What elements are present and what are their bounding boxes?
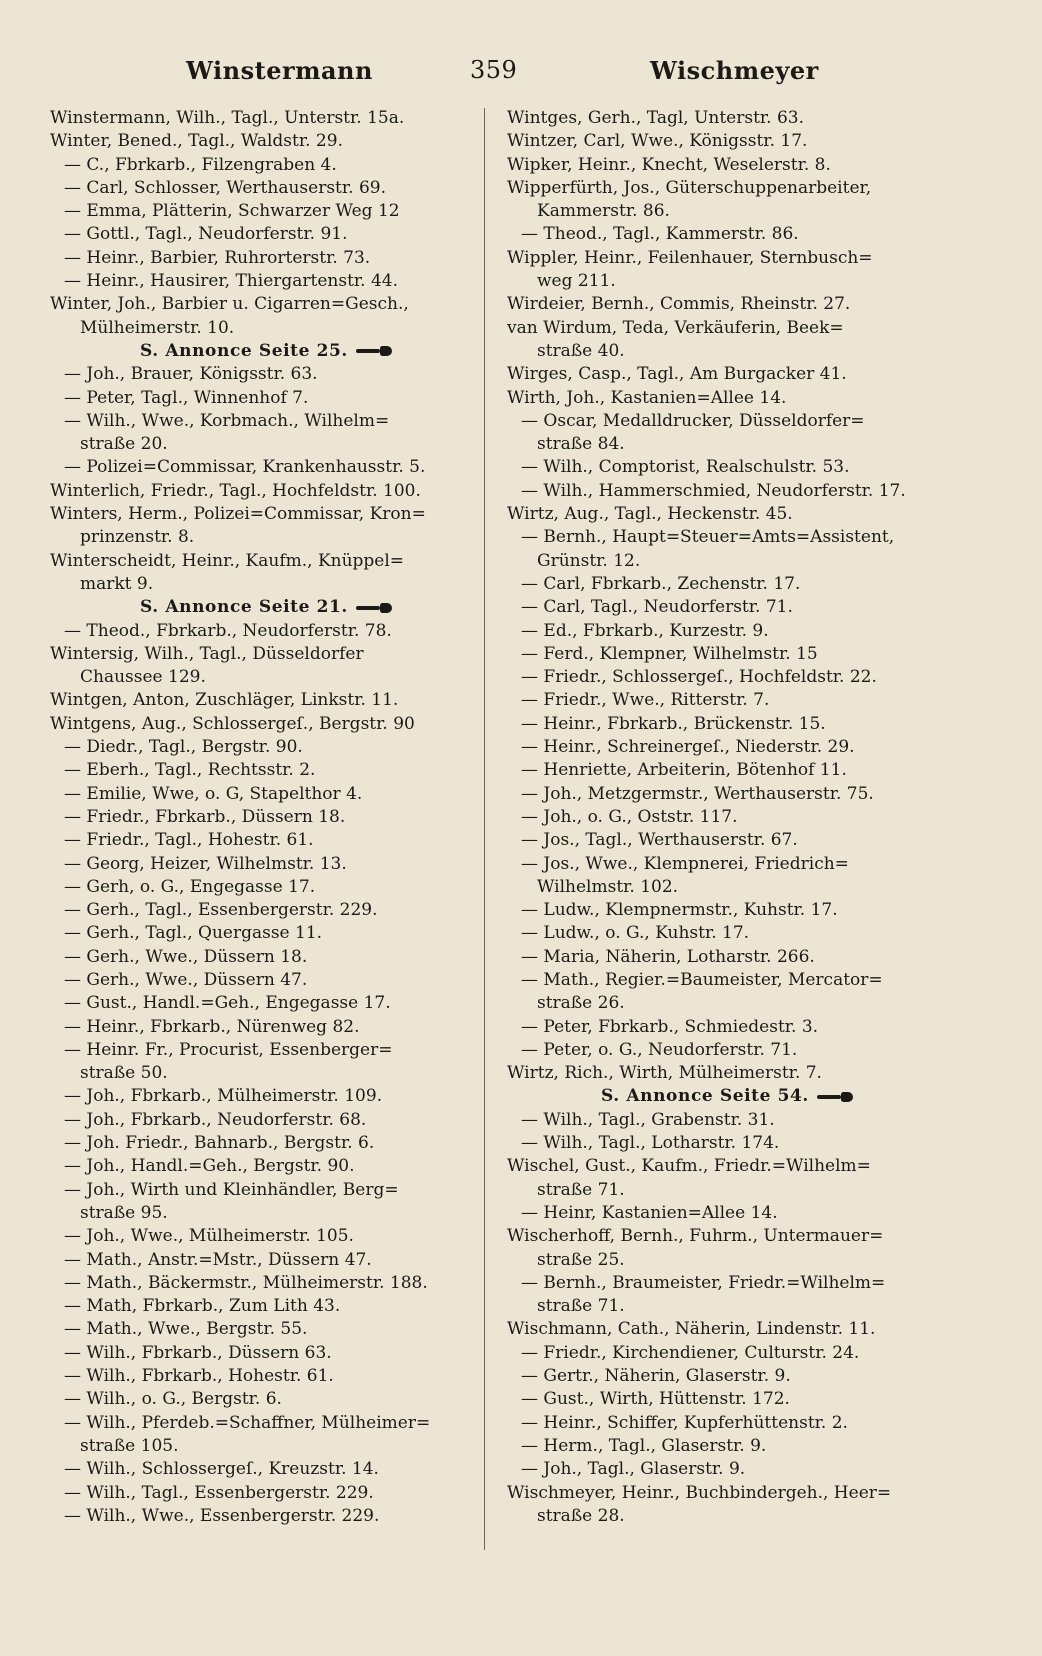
- entry-text: straße 71.: [537, 1179, 625, 1200]
- pointing-hand-icon: [356, 603, 392, 613]
- entry-text: — Gust., Handl.=Geh., Engegasse 17.: [64, 993, 391, 1014]
- entry-continuation: [50, 526, 482, 549]
- directory-entry: [50, 922, 482, 945]
- directory-entry: [507, 1225, 947, 1248]
- entry-text: Mülheimerstr. 10.: [80, 317, 235, 338]
- entry-text: — Gertr., Näherin, Glaserstr. 9.: [521, 1366, 791, 1387]
- entry-continuation: [50, 1435, 482, 1458]
- entry-text: — Wilh., Wwe., Korbmach., Wilhelm=: [64, 410, 390, 431]
- entry-continuation: [507, 992, 947, 1015]
- directory-entry: [50, 1388, 482, 1411]
- directory-entry: [507, 689, 947, 712]
- entry-text: — Joh., Wirth und Kleinhändler, Berg=: [64, 1179, 399, 1200]
- entry-text: — Wilh., Tagl., Essenbergerstr. 229.: [64, 1482, 374, 1503]
- directory-entry: [50, 1085, 482, 1108]
- directory-entry: [50, 736, 482, 759]
- entry-text: — Wilh., Tagl., Lotharstr. 174.: [521, 1133, 780, 1154]
- entry-text: — Friedr., Tagl., Hohestr. 61.: [64, 830, 314, 851]
- entry-text: — Theod., Fbrkarb., Neudorferstr. 78.: [64, 620, 392, 641]
- entry-text: — Wilh., Wwe., Essenbergerstr. 229.: [64, 1505, 380, 1526]
- directory-entry: [50, 689, 482, 712]
- directory-entry: [507, 853, 947, 876]
- directory-entry: [507, 922, 947, 945]
- directory-entry: [50, 387, 482, 410]
- directory-entry: [507, 1388, 947, 1411]
- entry-text: — Friedr., Wwe., Ritterstr. 7.: [521, 690, 770, 711]
- directory-entry: [50, 503, 482, 526]
- page-header: [0, 50, 1042, 94]
- page-number: 359: [470, 56, 518, 84]
- entry-text: straße 95.: [80, 1202, 168, 1223]
- entry-text: Winters, Herm., Polizei=Commissar, Kron=: [50, 504, 426, 525]
- entry-text: Wischmann, Cath., Näherin, Lindenstr. 11.: [507, 1319, 876, 1340]
- directory-entry: [50, 177, 482, 200]
- entry-text: — Gerh., Tagl., Quergasse 11.: [64, 923, 323, 944]
- entry-text: — Heinr., Schreinergeſ., Niederstr. 29.: [521, 737, 855, 758]
- pointing-hand-icon: [356, 346, 392, 356]
- directory-entry: [507, 1458, 947, 1481]
- right-entry-list: [507, 107, 947, 1528]
- annonce-note: [50, 340, 482, 363]
- entry-text: straße 26.: [537, 993, 625, 1014]
- directory-entry: [50, 853, 482, 876]
- entry-continuation: [507, 1249, 947, 1272]
- entry-text: — Ludw., o. G., Kuhstr. 17.: [521, 923, 750, 944]
- entry-text: — Emma, Plätterin, Schwarzer Weg 12: [64, 201, 400, 222]
- directory-entry: [50, 550, 482, 573]
- entry-text: — Math., Anstr.=Mstr., Düssern 47.: [64, 1249, 372, 1270]
- entry-text: — Heinr, Kastanien=Allee 14.: [521, 1202, 778, 1223]
- entry-text: Wischmeyer, Heinr., Buchbindergeh., Heer=: [507, 1482, 892, 1503]
- entry-text: — Ludw., Klempnermstr., Kuhstr. 17.: [521, 900, 838, 921]
- entry-text: — Jos., Tagl., Werthauserstr. 67.: [521, 830, 798, 851]
- entry-text: — Polizei=Commissar, Krankenhausstr. 5.: [64, 457, 426, 478]
- directory-entry: [50, 480, 482, 503]
- directory-entry: [50, 620, 482, 643]
- entry-text: — Wilh., Fbrkarb., Düssern 63.: [64, 1342, 332, 1363]
- entry-text: Wirtz, Rich., Wirth, Mülheimerstr. 7.: [507, 1063, 822, 1084]
- entry-text: — Theod., Tagl., Kammerstr. 86.: [521, 224, 799, 245]
- directory-entry: [507, 1482, 947, 1505]
- entry-continuation: [50, 573, 482, 596]
- directory-entry: [507, 946, 947, 969]
- directory-entry: [507, 177, 947, 200]
- entry-text: Wipker, Heinr., Knecht, Weselerstr. 8.: [507, 154, 831, 175]
- entry-continuation: [507, 550, 947, 573]
- directory-entry: [507, 1412, 947, 1435]
- directory-entry: [50, 992, 482, 1015]
- entry-text: Chaussee 129.: [80, 667, 206, 688]
- entry-text: straße 25.: [537, 1249, 625, 1270]
- entry-text: — Joh. Friedr., Bahnarb., Bergstr. 6.: [64, 1133, 375, 1154]
- directory-entry: [507, 223, 947, 246]
- directory-entry: [50, 154, 482, 177]
- entry-text: — Joh., Brauer, Königsstr. 63.: [64, 364, 318, 385]
- entry-text: — Heinr., Fbrkarb., Brückenstr. 15.: [521, 713, 826, 734]
- entry-text: — Wilh., Comptorist, Realschulstr. 53.: [521, 457, 850, 478]
- entry-text: Wintzer, Carl, Wwe., Königsstr. 17.: [507, 131, 808, 152]
- entry-text: — Ed., Fbrkarb., Kurzestr. 9.: [521, 620, 769, 641]
- entry-text: Winterlich, Friedr., Tagl., Hochfeldstr. 100.: [50, 480, 421, 501]
- entry-text: Wippler, Heinr., Feilenhauer, Sternbusch=: [507, 247, 873, 268]
- annonce-note: [50, 596, 482, 619]
- directory-entry: [507, 1155, 947, 1178]
- directory-entry: [50, 456, 482, 479]
- directory-entry: [507, 899, 947, 922]
- entry-continuation: [50, 1202, 482, 1225]
- directory-entry: [507, 783, 947, 806]
- entry-continuation: [507, 200, 947, 223]
- entry-text: prinzenstr. 8.: [80, 527, 195, 548]
- directory-entry: [507, 130, 947, 153]
- pointing-hand-icon: [817, 1092, 853, 1102]
- directory-entry: [507, 596, 947, 619]
- directory-entry: [50, 1225, 482, 1248]
- entry-text: Wischerhoff, Bernh., Fuhrm., Untermauer=: [507, 1226, 884, 1247]
- entry-text: Wintgens, Aug., Schlossergeſ., Bergstr. 90: [50, 713, 415, 734]
- directory-entry: [507, 829, 947, 852]
- header-right-word: Wischmeyer: [650, 56, 819, 85]
- entry-text: Kammerstr. 86.: [537, 201, 670, 222]
- entry-text: — Friedr., Fbrkarb., Düssern 18.: [64, 806, 346, 827]
- directory-entry: [50, 270, 482, 293]
- entry-text: — Joh., Handl.=Geh., Bergstr. 90.: [64, 1156, 355, 1177]
- entry-text: — Ferd., Klempner, Wilhelmstr. 15: [521, 643, 818, 664]
- directory-entry: [50, 1039, 482, 1062]
- entry-continuation: [50, 317, 482, 340]
- entry-text: — C., Fbrkarb., Filzengraben 4.: [64, 154, 337, 175]
- entry-text: — Math., Wwe., Bergstr. 55.: [64, 1319, 308, 1340]
- entry-text: Winter, Joh., Barbier u. Cigarren=Gesch.,: [50, 294, 409, 315]
- directory-entry: [507, 317, 947, 340]
- entry-text: — Heinr., Schiffer, Kupferhüttenstr. 2.: [521, 1412, 848, 1433]
- entry-text: — Friedr., Kirchendiener, Culturstr. 24.: [521, 1342, 860, 1363]
- directory-entry: [50, 1155, 482, 1178]
- entry-text: — Joh., Wwe., Mülheimerstr. 105.: [64, 1226, 354, 1247]
- entry-text: straße 84.: [537, 434, 625, 455]
- directory-entry: [50, 363, 482, 386]
- entry-text: Winter, Bened., Tagl., Waldstr. 29.: [50, 131, 343, 152]
- directory-entry: [50, 1249, 482, 1272]
- right-column: [507, 107, 947, 1528]
- directory-entry: [507, 806, 947, 829]
- entry-text: — Oscar, Medalldrucker, Düsseldorfer=: [521, 410, 865, 431]
- column-divider: [484, 108, 485, 1550]
- entry-text: Wilhelmstr. 102.: [537, 876, 679, 897]
- directory-entry: [507, 1272, 947, 1295]
- entry-text: — Math., Regier.=Baumeister, Mercator=: [521, 969, 883, 990]
- entry-text: Grünstr. 12.: [537, 550, 641, 571]
- entry-text: markt 9.: [80, 573, 154, 594]
- directory-entry: [507, 713, 947, 736]
- directory-entry: [50, 1016, 482, 1039]
- entry-text: — Friedr., Schlossergeſ., Hochfeldstr. 22.: [521, 667, 877, 688]
- directory-entry: [50, 643, 482, 666]
- directory-entry: [507, 107, 947, 130]
- directory-entry: [507, 1342, 947, 1365]
- entry-text: — Diedr., Tagl., Bergstr. 90.: [64, 737, 303, 758]
- entry-text: Wirdeier, Bernh., Commis, Rheinstr. 27.: [507, 294, 851, 315]
- entry-text: — Peter, Tagl., Winnenhof 7.: [64, 387, 309, 408]
- directory-entry: [507, 643, 947, 666]
- entry-text: Winstermann, Wilh., Tagl., Unterstr. 15a.: [50, 108, 405, 128]
- directory-entry: [507, 1039, 947, 1062]
- entry-text: S. Annonce Seite 21.: [140, 597, 348, 618]
- entry-text: — Henriette, Arbeiterin, Bötenhof 11.: [521, 760, 847, 781]
- directory-entry: [50, 969, 482, 992]
- entry-text: Wipperfürth, Jos., Güterschuppenarbeiter,: [507, 177, 872, 198]
- entry-text: Winterscheidt, Heinr., Kaufm., Knüppel=: [50, 550, 405, 571]
- entry-text: — Gerh., Tagl., Essenbergerstr. 229.: [64, 900, 378, 921]
- directory-entry: [50, 1272, 482, 1295]
- directory-entry: [50, 1458, 482, 1481]
- entry-continuation: [507, 433, 947, 456]
- entry-text: Wirtz, Aug., Tagl., Heckenstr. 45.: [507, 504, 793, 525]
- entry-text: — Joh., Fbrkarb., Mülheimerstr. 109.: [64, 1086, 383, 1107]
- entry-continuation: [507, 1295, 947, 1318]
- entry-text: — Carl, Fbrkarb., Zechenstr. 17.: [521, 573, 801, 594]
- entry-continuation: [507, 270, 947, 293]
- entry-text: — Joh., Tagl., Glaserstr. 9.: [521, 1459, 746, 1480]
- entry-continuation: [50, 666, 482, 689]
- entry-text: — Peter, o. G., Neudorferstr. 71.: [521, 1039, 798, 1060]
- directory-entry: [50, 1412, 482, 1435]
- directory-entry: [507, 620, 947, 643]
- directory-entry: [50, 200, 482, 223]
- entry-continuation: [50, 433, 482, 456]
- directory-entry: [50, 946, 482, 969]
- entry-text: — Joh., o. G., Oststr. 117.: [521, 806, 738, 827]
- entry-text: Wintges, Gerh., Tagl, Unterstr. 63.: [507, 108, 805, 128]
- entry-text: — Eberh., Tagl., Rechtsstr. 2.: [64, 760, 316, 781]
- directory-entry: [507, 573, 947, 596]
- directory-entry: [50, 1295, 482, 1318]
- entry-text: S. Annonce Seite 54.: [601, 1086, 809, 1107]
- entry-text: — Herm., Tagl., Glaserstr. 9.: [521, 1435, 767, 1456]
- entry-text: — Jos., Wwe., Klempnerei, Friedrich=: [521, 853, 849, 874]
- entry-text: — Carl, Tagl., Neudorferstr. 71.: [521, 597, 793, 618]
- directory-entry: [507, 480, 947, 503]
- entry-text: — Heinr., Barbier, Ruhrorterstr. 73.: [64, 247, 371, 268]
- directory-entry: [507, 1016, 947, 1039]
- directory-entry: [507, 969, 947, 992]
- directory-entry: [507, 247, 947, 270]
- entry-text: — Gerh., Wwe., Düssern 18.: [64, 946, 308, 967]
- entry-text: Wischel, Gust., Kaufm., Friedr.=Wilhelm=: [507, 1156, 871, 1177]
- directory-entry: [50, 247, 482, 270]
- entry-text: — Wilh., Schlossergeſ., Kreuzstr. 14.: [64, 1459, 379, 1480]
- entry-text: straße 50.: [80, 1063, 168, 1084]
- entry-text: — Carl, Schlosser, Werthauserstr. 69.: [64, 177, 386, 198]
- directory-entry: [507, 1365, 947, 1388]
- directory-entry: [50, 1318, 482, 1341]
- directory-entry: [507, 1435, 947, 1458]
- entry-text: S. Annonce Seite 25.: [140, 340, 348, 361]
- directory-entry: [507, 1318, 947, 1341]
- entry-text: Wintgen, Anton, Zuschläger, Linkstr. 11.: [50, 690, 399, 711]
- directory-entry: [507, 503, 947, 526]
- entry-text: — Wilh., o. G., Bergstr. 6.: [64, 1389, 282, 1410]
- entry-text: — Maria, Näherin, Lotharstr. 266.: [521, 946, 815, 967]
- entry-text: — Joh., Fbrkarb., Neudorferstr. 68.: [64, 1109, 367, 1130]
- entry-text: — Heinr. Fr., Procurist, Essenberger=: [64, 1039, 393, 1060]
- entry-text: straße 28.: [537, 1505, 625, 1526]
- annonce-note: [507, 1085, 947, 1108]
- directory-entry: [50, 806, 482, 829]
- directory-entry: [50, 1179, 482, 1202]
- directory-entry: [50, 223, 482, 246]
- directory-entry: [507, 666, 947, 689]
- directory-entry: [507, 410, 947, 433]
- entry-text: — Gerh, o. G., Engegasse 17.: [64, 876, 316, 897]
- directory-entry: [507, 387, 947, 410]
- entry-text: — Math, Fbrkarb., Zum Lith 43.: [64, 1296, 341, 1317]
- directory-entry: [507, 1202, 947, 1225]
- directory-entry: [50, 899, 482, 922]
- directory-entry: [50, 130, 482, 153]
- entry-text: Wirges, Casp., Tagl., Am Burgacker 41.: [507, 364, 847, 385]
- entry-text: — Gerh., Wwe., Düssern 47.: [64, 969, 308, 990]
- entry-text: — Wilh., Fbrkarb., Hohestr. 61.: [64, 1366, 334, 1387]
- directory-entry: [507, 363, 947, 386]
- directory-entry: [50, 1505, 482, 1528]
- directory-entry: [50, 293, 482, 316]
- directory-entry: [507, 154, 947, 177]
- entry-text: straße 105.: [80, 1435, 179, 1456]
- entry-continuation: [507, 340, 947, 363]
- entry-text: — Georg, Heizer, Wilhelmstr. 13.: [64, 853, 347, 874]
- directory-entry: [50, 1482, 482, 1505]
- left-column: [50, 107, 482, 1528]
- entry-text: van Wirdum, Teda, Verkäuferin, Beek=: [507, 317, 844, 338]
- entry-text: — Heinr., Fbrkarb., Nürenweg 82.: [64, 1016, 360, 1037]
- directory-entry: [50, 1342, 482, 1365]
- entry-text: — Wilh., Pferdeb.=Schaffner, Mülheimer=: [64, 1412, 431, 1433]
- entry-text: — Bernh., Braumeister, Friedr.=Wilhelm=: [521, 1272, 886, 1293]
- directory-entry: [50, 1109, 482, 1132]
- entry-text: — Gust., Wirth, Hüttenstr. 172.: [521, 1389, 790, 1410]
- directory-entry: [50, 829, 482, 852]
- directory-entry: [507, 293, 947, 316]
- entry-text: — Peter, Fbrkarb., Schmiedestr. 3.: [521, 1016, 819, 1037]
- entry-text: — Gottl., Tagl., Neudorferstr. 91.: [64, 224, 348, 245]
- entry-continuation: [507, 876, 947, 899]
- directory-entry: [507, 1132, 947, 1155]
- directory-entry: [507, 1109, 947, 1132]
- entry-continuation: [50, 1062, 482, 1085]
- entry-continuation: [507, 1505, 947, 1528]
- entry-text: — Emilie, Wwe, o. G, Stapelthor 4.: [64, 783, 363, 804]
- entry-text: — Math., Bäckermstr., Mülheimerstr. 188.: [64, 1272, 428, 1293]
- entry-text: — Heinr., Hausirer, Thiergartenstr. 44.: [64, 271, 399, 292]
- directory-entry: [50, 410, 482, 433]
- directory-entry: [50, 107, 482, 130]
- entry-text: straße 40.: [537, 340, 625, 361]
- directory-entry: [507, 456, 947, 479]
- directory-entry: [50, 876, 482, 899]
- directory-entry: [50, 783, 482, 806]
- directory-entry: [50, 1365, 482, 1388]
- entry-text: straße 20.: [80, 434, 168, 455]
- directory-entry: [507, 526, 947, 549]
- entry-text: — Joh., Metzgermstr., Werthauserstr. 75.: [521, 783, 874, 804]
- directory-entry: [507, 736, 947, 759]
- directory-entry: [507, 1062, 947, 1085]
- entry-text: — Bernh., Haupt=Steuer=Amts=Assistent,: [521, 527, 895, 548]
- directory-entry: [50, 759, 482, 782]
- entry-continuation: [507, 1179, 947, 1202]
- entry-text: — Wilh., Hammerschmied, Neudorferstr. 17.: [521, 480, 906, 501]
- entry-text: Wirth, Joh., Kastanien=Allee 14.: [507, 387, 787, 408]
- entry-text: straße 71.: [537, 1296, 625, 1317]
- header-left-word: Winstermann: [186, 56, 373, 85]
- entry-text: — Wilh., Tagl., Grabenstr. 31.: [521, 1109, 775, 1130]
- directory-entry: [50, 1132, 482, 1155]
- directory-entry: [507, 759, 947, 782]
- entry-text: Wintersig, Wilh., Tagl., Düsseldorfer: [50, 643, 364, 664]
- left-entry-list: [50, 107, 482, 1528]
- entry-text: weg 211.: [537, 271, 616, 292]
- directory-entry: [50, 713, 482, 736]
